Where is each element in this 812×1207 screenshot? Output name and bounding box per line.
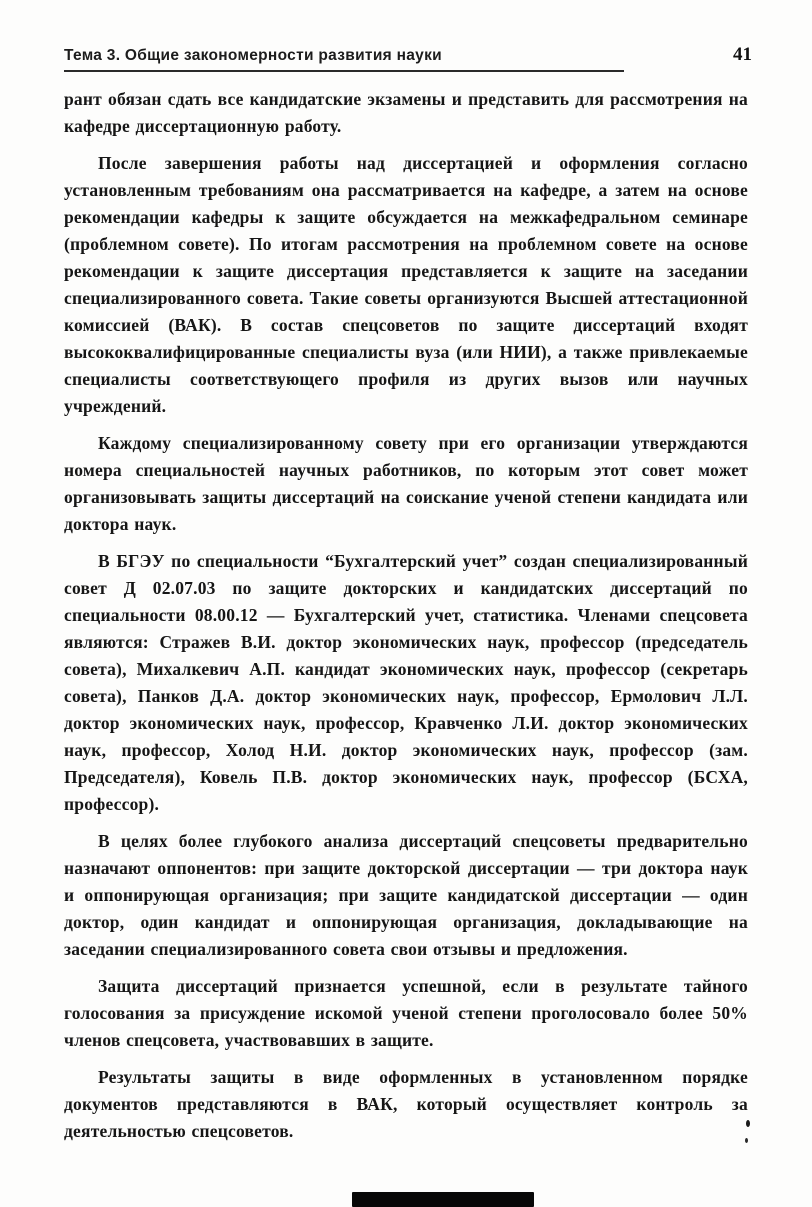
paragraph: рант обязан сдать все кандидатские экзамены и представить для рассмотрения на кафедре диссертационную работу.	[64, 89, 748, 136]
paragraph: Каждому специализированному совету при его организации утверждаются номера специальностей научных работников, по которым этот совет может организовывать защиты диссертаций на соискание ученой степени кандидата или доктора наук.	[64, 433, 748, 534]
page-body	[64, 86, 748, 1155]
scan-artifact-speck	[745, 1138, 748, 1143]
running-head	[64, 44, 752, 66]
header-divider	[64, 70, 624, 72]
paragraph: Результаты защиты в виде оформленных в установленном порядке документов представляются в ВАК, который осуществляет контроль за деятельностью спецсоветов.	[64, 1067, 748, 1141]
chapter-title: Тема 3. Общие закономерности развития науки	[64, 47, 442, 64]
paragraph: После завершения работы над диссертацией и оформления согласно установленным требованиям она рассматривается на кафедре, а затем на основе рекомендации кафедры к защите обсуждается на межкафедральном семинаре (проблемном совете). По итогам рассмотрения на проблемном совете на основе рекомендации к защите диссертация представляется к защите на заседании специализированного совета. Такие советы организуются Высшей аттестационной комиссией (ВАК). В состав спецсоветов по защите диссертаций входят высококвалифицированные специалисты вуза (или НИИ), а также привлекаемые специалисты соответствующего профиля из других вызов или научных учреждений.	[64, 153, 748, 416]
page-number: 41	[733, 44, 752, 65]
paragraph: В целях более глубокого анализа диссертаций спецсоветы предварительно назначают оппонентов: при защите докторской диссертации — три доктора наук и оппонирующая организация; при защите кандидатской диссертации — один доктор, один кандидат и оппонирующая организация, докладывающие на заседании специализированного совета свои отзывы и предложения.	[64, 831, 748, 959]
paragraph: В БГЭУ по специальности “Бухгалтерский учет” создан специализированный совет Д 02.07.03 по защите докторских и кандидатских диссертаций по специальности 08.00.12 — Бухгалтерский учет, статистика. Членами спецсовета являются: Стражев В.И. доктор экономических наук, профессор (председатель совета), Михалкевич А.П. кандидат экономических наук, профессор (секретарь совета), Панков Д.А. доктор экономических наук, профессор, Ермолович Л.Л. доктор экономических наук, профессор, Кравченко Л.И. доктор экономических наук, профессор, Холод Н.И. доктор экономических наук, профессор (зам. Председателя), Ковель П.В. доктор экономических наук, профессор (БСХА, профессор).	[64, 551, 748, 814]
scan-artifact-speck	[746, 1120, 750, 1127]
scan-artifact-bar	[352, 1192, 534, 1207]
paragraph: Защита диссертаций признается успешной, если в результате тайного голосования за присуждение искомой ученой степени проголосовало более 50% членов спецсовета, участвовавших в защите.	[64, 976, 748, 1050]
